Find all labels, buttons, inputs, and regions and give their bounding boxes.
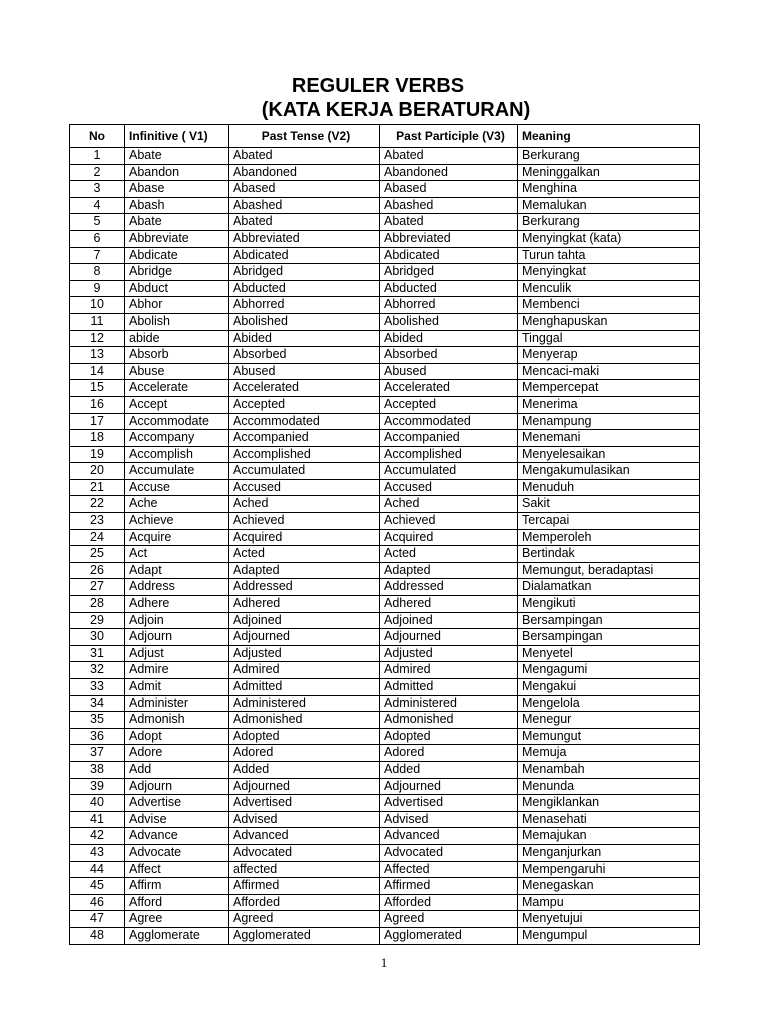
cell-past-participle: Adapted	[380, 562, 518, 579]
cell-meaning: Menegaskan	[518, 878, 700, 895]
cell-meaning: Menganjurkan	[518, 844, 700, 861]
cell-past-participle: Abashed	[380, 197, 518, 214]
cell-infinitive: Adapt	[125, 562, 229, 579]
cell-past-participle: Ached	[380, 496, 518, 513]
cell-past-tense: Abided	[229, 330, 380, 347]
cell-past-tense: Accelerated	[229, 380, 380, 397]
cell-past-tense: Accommodated	[229, 413, 380, 430]
cell-no: 6	[70, 230, 125, 247]
cell-past-tense: Abolished	[229, 313, 380, 330]
cell-meaning: Mengelola	[518, 695, 700, 712]
cell-infinitive: Accelerate	[125, 380, 229, 397]
cell-past-participle: Accelerated	[380, 380, 518, 397]
cell-past-participle: Abused	[380, 363, 518, 380]
cell-meaning: Menyetel	[518, 645, 700, 662]
cell-meaning: Menampung	[518, 413, 700, 430]
cell-past-participle: Affirmed	[380, 878, 518, 895]
table-row	[70, 413, 700, 430]
table-row	[70, 778, 700, 795]
cell-no: 31	[70, 645, 125, 662]
cell-past-participle: Adhered	[380, 596, 518, 613]
cell-meaning: Menyingkat (kata)	[518, 230, 700, 247]
cell-past-tense: Abased	[229, 181, 380, 198]
cell-no: 42	[70, 828, 125, 845]
cell-no: 18	[70, 430, 125, 447]
cell-meaning: Mengakumulasikan	[518, 463, 700, 480]
cell-past-tense: Abated	[229, 214, 380, 231]
cell-past-participle: Accommodated	[380, 413, 518, 430]
cell-past-tense: Accumulated	[229, 463, 380, 480]
cell-past-participle: Abased	[380, 181, 518, 198]
table-row	[70, 562, 700, 579]
cell-no: 45	[70, 878, 125, 895]
cell-meaning: Meninggalkan	[518, 164, 700, 181]
cell-infinitive: Abbreviate	[125, 230, 229, 247]
cell-no: 34	[70, 695, 125, 712]
table-row	[70, 496, 700, 513]
cell-no: 23	[70, 513, 125, 530]
cell-infinitive: Admire	[125, 662, 229, 679]
cell-past-tense: Admitted	[229, 679, 380, 696]
cell-past-participle: Admired	[380, 662, 518, 679]
cell-past-participle: Abided	[380, 330, 518, 347]
cell-meaning: Menyelesaikan	[518, 446, 700, 463]
cell-past-participle: Addressed	[380, 579, 518, 596]
cell-past-participle: Achieved	[380, 513, 518, 530]
table-row	[70, 330, 700, 347]
cell-no: 44	[70, 861, 125, 878]
cell-meaning: Memungut, beradaptasi	[518, 562, 700, 579]
table-row	[70, 795, 700, 812]
table-row	[70, 878, 700, 895]
cell-meaning: Dialamatkan	[518, 579, 700, 596]
cell-past-tense: Adapted	[229, 562, 380, 579]
cell-infinitive: Ache	[125, 496, 229, 513]
table-row	[70, 264, 700, 281]
cell-meaning: Menculik	[518, 280, 700, 297]
cell-past-tense: Abated	[229, 148, 380, 165]
cell-no: 5	[70, 214, 125, 231]
cell-infinitive: Advance	[125, 828, 229, 845]
table-row	[70, 280, 700, 297]
table-row	[70, 164, 700, 181]
cell-past-participle: Agglomerated	[380, 927, 518, 944]
table-row	[70, 662, 700, 679]
cell-infinitive: Advise	[125, 811, 229, 828]
cell-meaning: Menambah	[518, 761, 700, 778]
table-row	[70, 214, 700, 231]
cell-meaning: Menghapuskan	[518, 313, 700, 330]
cell-meaning: Mengiklankan	[518, 795, 700, 812]
cell-past-participle: Abandoned	[380, 164, 518, 181]
cell-past-tense: affected	[229, 861, 380, 878]
cell-infinitive: Abash	[125, 197, 229, 214]
cell-no: 48	[70, 927, 125, 944]
cell-infinitive: Adore	[125, 745, 229, 762]
cell-no: 46	[70, 894, 125, 911]
cell-no: 40	[70, 795, 125, 812]
column-header-past-tense: Past Tense (V2)	[229, 125, 380, 148]
cell-past-tense: Adopted	[229, 728, 380, 745]
table-header-row	[70, 125, 700, 148]
cell-no: 24	[70, 529, 125, 546]
cell-meaning: Menasehati	[518, 811, 700, 828]
table-row	[70, 463, 700, 480]
cell-past-tense: Abashed	[229, 197, 380, 214]
cell-past-participle: Added	[380, 761, 518, 778]
cell-past-tense: Adjourned	[229, 778, 380, 795]
cell-no: 10	[70, 297, 125, 314]
cell-infinitive: Agglomerate	[125, 927, 229, 944]
cell-infinitive: Affirm	[125, 878, 229, 895]
cell-past-tense: Absorbed	[229, 347, 380, 364]
table-row	[70, 811, 700, 828]
table-row	[70, 148, 700, 165]
cell-infinitive: Adopt	[125, 728, 229, 745]
table-row	[70, 629, 700, 646]
cell-past-tense: Abridged	[229, 264, 380, 281]
cell-past-participle: Advertised	[380, 795, 518, 812]
cell-infinitive: Abandon	[125, 164, 229, 181]
column-header-infinitive: Infinitive ( V1)	[125, 125, 229, 148]
cell-infinitive: Achieve	[125, 513, 229, 530]
cell-past-tense: Advised	[229, 811, 380, 828]
cell-past-participle: Adjourned	[380, 778, 518, 795]
cell-no: 43	[70, 844, 125, 861]
table-row	[70, 380, 700, 397]
cell-past-participle: Afforded	[380, 894, 518, 911]
cell-no: 29	[70, 612, 125, 629]
cell-infinitive: Abate	[125, 148, 229, 165]
table-row	[70, 396, 700, 413]
cell-infinitive: Admit	[125, 679, 229, 696]
cell-infinitive: Accompany	[125, 430, 229, 447]
cell-infinitive: Acquire	[125, 529, 229, 546]
cell-no: 38	[70, 761, 125, 778]
table-row	[70, 230, 700, 247]
table-row	[70, 894, 700, 911]
cell-infinitive: Affect	[125, 861, 229, 878]
cell-no: 14	[70, 363, 125, 380]
cell-meaning: Berkurang	[518, 214, 700, 231]
table-row	[70, 596, 700, 613]
cell-past-tense: Agglomerated	[229, 927, 380, 944]
cell-no: 8	[70, 264, 125, 281]
cell-infinitive: Adjust	[125, 645, 229, 662]
cell-past-participle: Abhorred	[380, 297, 518, 314]
cell-no: 33	[70, 679, 125, 696]
cell-past-tense: Adhered	[229, 596, 380, 613]
column-header-past-participle: Past Participle (V3)	[380, 125, 518, 148]
cell-past-tense: Achieved	[229, 513, 380, 530]
table-row	[70, 927, 700, 944]
cell-meaning: Menuduh	[518, 479, 700, 496]
cell-no: 16	[70, 396, 125, 413]
cell-infinitive: Abate	[125, 214, 229, 231]
table-row	[70, 861, 700, 878]
cell-past-tense: Abdicated	[229, 247, 380, 264]
cell-past-tense: Accomplished	[229, 446, 380, 463]
cell-meaning: Mempercepat	[518, 380, 700, 397]
cell-meaning: Bersampingan	[518, 629, 700, 646]
cell-meaning: Tercapai	[518, 513, 700, 530]
cell-meaning: Memalukan	[518, 197, 700, 214]
cell-meaning: Memungut	[518, 728, 700, 745]
table-row	[70, 479, 700, 496]
cell-meaning: Menyingkat	[518, 264, 700, 281]
column-header-meaning: Meaning	[518, 125, 700, 148]
cell-past-tense: Adjourned	[229, 629, 380, 646]
cell-infinitive: Abdicate	[125, 247, 229, 264]
cell-infinitive: Administer	[125, 695, 229, 712]
cell-meaning: Berkurang	[518, 148, 700, 165]
cell-meaning: Menegur	[518, 712, 700, 729]
cell-infinitive: Adjourn	[125, 629, 229, 646]
cell-no: 35	[70, 712, 125, 729]
cell-past-tense: Acted	[229, 546, 380, 563]
cell-meaning: Menyetujui	[518, 911, 700, 928]
cell-meaning: Menerima	[518, 396, 700, 413]
cell-no: 1	[70, 148, 125, 165]
cell-meaning: Menyerap	[518, 347, 700, 364]
table-row	[70, 712, 700, 729]
cell-no: 2	[70, 164, 125, 181]
regular-verbs-table	[69, 124, 700, 945]
cell-infinitive: Accommodate	[125, 413, 229, 430]
cell-meaning: Tinggal	[518, 330, 700, 347]
cell-infinitive: Accomplish	[125, 446, 229, 463]
cell-no: 37	[70, 745, 125, 762]
cell-past-tense: Admired	[229, 662, 380, 679]
cell-no: 13	[70, 347, 125, 364]
cell-meaning: Mengumpul	[518, 927, 700, 944]
cell-infinitive: abide	[125, 330, 229, 347]
cell-no: 32	[70, 662, 125, 679]
table-row	[70, 347, 700, 364]
table-row	[70, 761, 700, 778]
table-row	[70, 645, 700, 662]
cell-no: 17	[70, 413, 125, 430]
table-row	[70, 529, 700, 546]
cell-past-tense: Afforded	[229, 894, 380, 911]
table-row	[70, 844, 700, 861]
cell-past-participle: Abridged	[380, 264, 518, 281]
cell-no: 30	[70, 629, 125, 646]
table-row	[70, 728, 700, 745]
cell-no: 26	[70, 562, 125, 579]
cell-infinitive: Afford	[125, 894, 229, 911]
cell-infinitive: Abhor	[125, 297, 229, 314]
cell-infinitive: Adhere	[125, 596, 229, 613]
cell-no: 21	[70, 479, 125, 496]
cell-no: 9	[70, 280, 125, 297]
table-row	[70, 679, 700, 696]
cell-meaning: Mampu	[518, 894, 700, 911]
cell-meaning: Memperoleh	[518, 529, 700, 546]
cell-past-tense: Accompanied	[229, 430, 380, 447]
cell-past-participle: Accompanied	[380, 430, 518, 447]
cell-past-participle: Acted	[380, 546, 518, 563]
cell-no: 47	[70, 911, 125, 928]
column-header-no: No	[70, 125, 125, 148]
cell-past-participle: Absorbed	[380, 347, 518, 364]
cell-meaning: Mengakui	[518, 679, 700, 696]
cell-infinitive: Advertise	[125, 795, 229, 812]
cell-infinitive: Adjoin	[125, 612, 229, 629]
cell-past-participle: Adjusted	[380, 645, 518, 662]
document-title: REGULER VERBS	[291, 75, 465, 97]
cell-infinitive: Abuse	[125, 363, 229, 380]
table-body	[70, 148, 700, 945]
cell-past-tense: Adjusted	[229, 645, 380, 662]
cell-past-participle: Accepted	[380, 396, 518, 413]
cell-past-participle: Adored	[380, 745, 518, 762]
table-row	[70, 181, 700, 198]
cell-infinitive: Act	[125, 546, 229, 563]
table-row	[70, 579, 700, 596]
cell-no: 27	[70, 579, 125, 596]
cell-past-participle: Accused	[380, 479, 518, 496]
table-row	[70, 197, 700, 214]
cell-past-participle: Advised	[380, 811, 518, 828]
document-subtitle: (KATA KERJA BERATURAN)	[261, 99, 531, 121]
cell-infinitive: Add	[125, 761, 229, 778]
cell-no: 7	[70, 247, 125, 264]
cell-infinitive: Admonish	[125, 712, 229, 729]
cell-past-participle: Abated	[380, 148, 518, 165]
cell-past-tense: Advocated	[229, 844, 380, 861]
cell-no: 15	[70, 380, 125, 397]
cell-infinitive: Accept	[125, 396, 229, 413]
cell-meaning: Mengagumi	[518, 662, 700, 679]
cell-past-tense: Abducted	[229, 280, 380, 297]
page-number: 1	[380, 955, 388, 970]
cell-no: 11	[70, 313, 125, 330]
cell-no: 22	[70, 496, 125, 513]
table-row	[70, 446, 700, 463]
cell-past-tense: Added	[229, 761, 380, 778]
cell-past-participle: Agreed	[380, 911, 518, 928]
cell-infinitive: Adjourn	[125, 778, 229, 795]
cell-infinitive: Advocate	[125, 844, 229, 861]
cell-no: 20	[70, 463, 125, 480]
cell-infinitive: Accuse	[125, 479, 229, 496]
cell-meaning: Mempengaruhi	[518, 861, 700, 878]
cell-infinitive: Accumulate	[125, 463, 229, 480]
cell-past-tense: Abused	[229, 363, 380, 380]
cell-no: 39	[70, 778, 125, 795]
cell-past-tense: Admonished	[229, 712, 380, 729]
cell-past-tense: Abandoned	[229, 164, 380, 181]
cell-past-tense: Abhorred	[229, 297, 380, 314]
cell-past-participle: Abdicated	[380, 247, 518, 264]
cell-no: 19	[70, 446, 125, 463]
cell-meaning: Bersampingan	[518, 612, 700, 629]
table-row	[70, 513, 700, 530]
cell-past-participle: Advanced	[380, 828, 518, 845]
cell-no: 4	[70, 197, 125, 214]
table-row	[70, 297, 700, 314]
cell-past-participle: Abducted	[380, 280, 518, 297]
cell-meaning: Mencaci-maki	[518, 363, 700, 380]
cell-meaning: Mengikuti	[518, 596, 700, 613]
cell-past-tense: Acquired	[229, 529, 380, 546]
cell-past-tense: Accused	[229, 479, 380, 496]
cell-past-participle: Adopted	[380, 728, 518, 745]
table-row	[70, 612, 700, 629]
cell-meaning: Menemani	[518, 430, 700, 447]
cell-meaning: Membenci	[518, 297, 700, 314]
cell-past-participle: Advocated	[380, 844, 518, 861]
cell-past-tense: Accepted	[229, 396, 380, 413]
cell-infinitive: Abduct	[125, 280, 229, 297]
cell-past-tense: Adored	[229, 745, 380, 762]
cell-meaning: Memajukan	[518, 828, 700, 845]
cell-past-tense: Affirmed	[229, 878, 380, 895]
cell-meaning: Sakit	[518, 496, 700, 513]
cell-past-participle: Abolished	[380, 313, 518, 330]
cell-infinitive: Abase	[125, 181, 229, 198]
cell-past-tense: Abbreviated	[229, 230, 380, 247]
cell-infinitive: Abridge	[125, 264, 229, 281]
cell-past-participle: Affected	[380, 861, 518, 878]
cell-past-tense: Agreed	[229, 911, 380, 928]
cell-past-tense: Adjoined	[229, 612, 380, 629]
cell-past-participle: Admonished	[380, 712, 518, 729]
cell-no: 36	[70, 728, 125, 745]
table-row	[70, 363, 700, 380]
cell-past-participle: Abated	[380, 214, 518, 231]
cell-past-participle: Adjourned	[380, 629, 518, 646]
cell-past-participle: Adjoined	[380, 612, 518, 629]
cell-meaning: Menunda	[518, 778, 700, 795]
cell-no: 41	[70, 811, 125, 828]
cell-past-participle: Accumulated	[380, 463, 518, 480]
cell-past-participle: Administered	[380, 695, 518, 712]
cell-no: 25	[70, 546, 125, 563]
table-row	[70, 247, 700, 264]
cell-meaning: Menghina	[518, 181, 700, 198]
table-row	[70, 911, 700, 928]
cell-infinitive: Address	[125, 579, 229, 596]
cell-past-tense: Advertised	[229, 795, 380, 812]
cell-no: 12	[70, 330, 125, 347]
cell-infinitive: Agree	[125, 911, 229, 928]
table-row	[70, 430, 700, 447]
cell-no: 3	[70, 181, 125, 198]
table-row	[70, 313, 700, 330]
cell-infinitive: Abolish	[125, 313, 229, 330]
cell-meaning: Turun tahta	[518, 247, 700, 264]
cell-past-participle: Abbreviated	[380, 230, 518, 247]
cell-meaning: Memuja	[518, 745, 700, 762]
cell-past-tense: Administered	[229, 695, 380, 712]
table-row	[70, 546, 700, 563]
table-row	[70, 745, 700, 762]
cell-past-tense: Ached	[229, 496, 380, 513]
cell-past-participle: Admitted	[380, 679, 518, 696]
cell-no: 28	[70, 596, 125, 613]
cell-past-tense: Advanced	[229, 828, 380, 845]
table-row	[70, 695, 700, 712]
cell-past-participle: Acquired	[380, 529, 518, 546]
cell-past-participle: Accomplished	[380, 446, 518, 463]
cell-past-tense: Addressed	[229, 579, 380, 596]
table-row	[70, 828, 700, 845]
cell-meaning: Bertindak	[518, 546, 700, 563]
cell-infinitive: Absorb	[125, 347, 229, 364]
